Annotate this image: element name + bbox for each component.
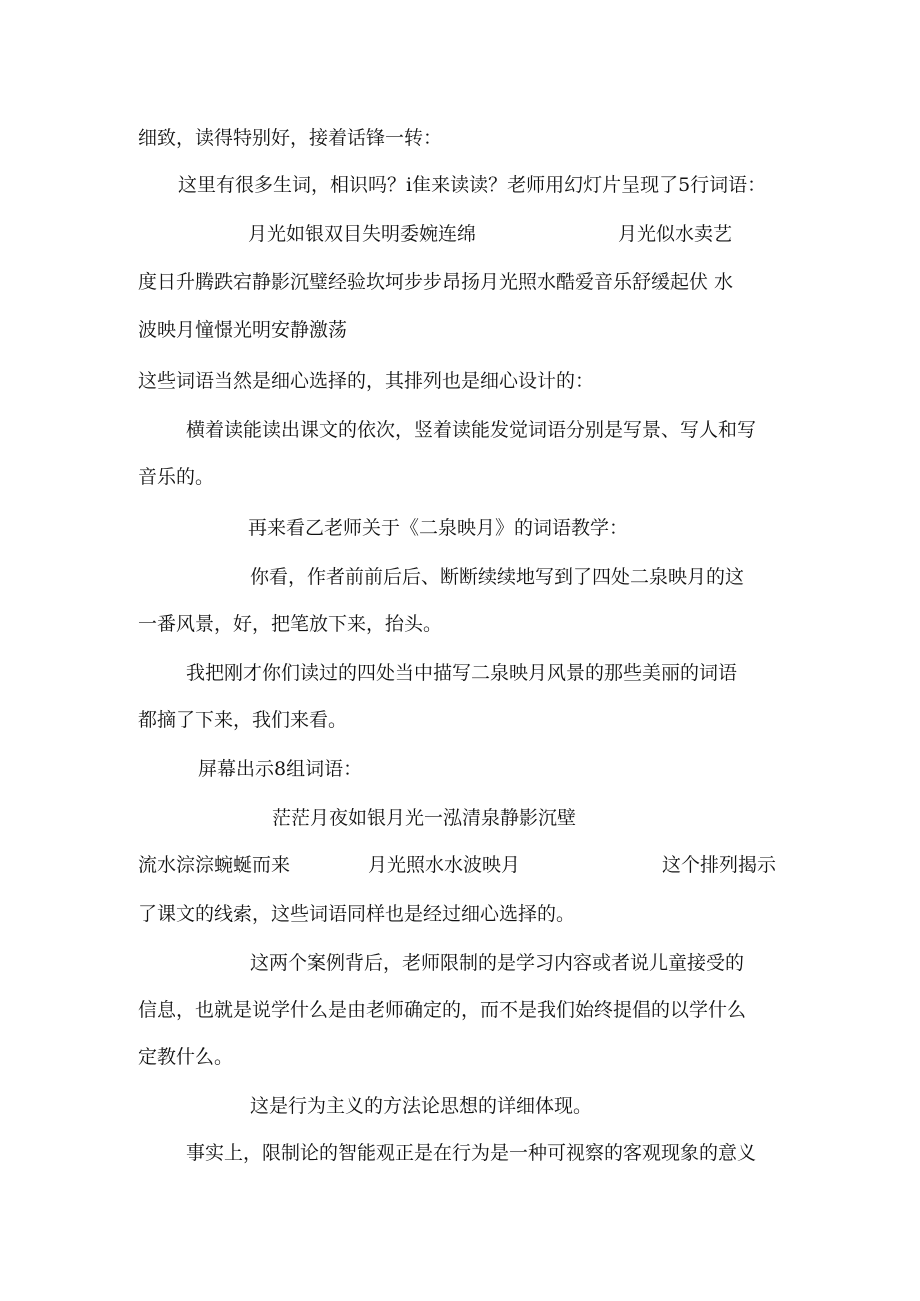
paragraph-line: 这个排列揭示 [662, 854, 777, 876]
paragraph-line: 都摘了下来，我们来看。 [138, 709, 348, 731]
paragraph-line: 你看，作者前前后后、断断续续地写到了四处二泉映月的这 [250, 566, 745, 588]
paragraph-line: 这两个案例背后，老师限制的是学习内容或者说儿童接受的 [250, 952, 745, 974]
paragraph-line: 再来看乙老师关于《二泉映月》的词语教学： [248, 517, 629, 539]
paragraph-line: 我把刚才你们读过的四处当中描写二泉映月风景的那些美丽的词语 [186, 662, 738, 684]
paragraph-line: 这是行为主义的方法论思想的详细体现。 [250, 1095, 593, 1117]
paragraph-line: 细致，读得特别好，接着话锋一转： [138, 127, 443, 149]
paragraph-line: 这些词语当然是细心选择的，其排列也是细心设计的： [138, 370, 595, 392]
word-list-row [0, 222, 920, 246]
paragraph-line: 屏幕出示8组词语： [198, 758, 363, 780]
word-list-text: 月光如银双目失明委婉连绵 [248, 223, 477, 245]
word-list-row [0, 853, 920, 877]
paragraph-line: 定教什么。 [138, 1046, 234, 1068]
word-list-text: 流水淙淙蜿蜒而来 [138, 854, 291, 876]
word-list-text: 波映月憧憬光明安静激荡 [138, 319, 348, 341]
paragraph-line: 事实上，限制论的智能观正是在行为是一种可视察的客观现象的意义 [186, 1142, 757, 1164]
word-list-text: 茫茫月夜如银月光一泓清泉静影沉壁 [272, 807, 577, 829]
word-list-text: 月光似水卖艺 [618, 223, 733, 245]
word-list-text: 月光照水水波映月 [368, 854, 521, 876]
paragraph-line: 横着读能读出课文的依次，竖着读能发觉词语分别是写景、写人和写 [186, 419, 757, 441]
word-list-text: 度日升腾跌宕静影沉璧经验坎坷步步昂扬月光照水酷爱音乐舒缓起伏 水 [138, 271, 734, 293]
paragraph-line: 了课文的线索，这些词语同样也是经过细心选择的。 [138, 903, 576, 925]
paragraph-line: 这里有很多生词，相识吗？i隹来读读？老师用幻灯片呈现了5行词语： [178, 174, 767, 196]
paragraph-line: 音乐的。 [138, 466, 215, 488]
paragraph-line: 信息，也就是说学什么是由老师确定的，而不是我们始终提倡的以学什么 [138, 999, 747, 1021]
paragraph-line: 一番风景，好，把笔放下来，抬头。 [138, 613, 443, 635]
